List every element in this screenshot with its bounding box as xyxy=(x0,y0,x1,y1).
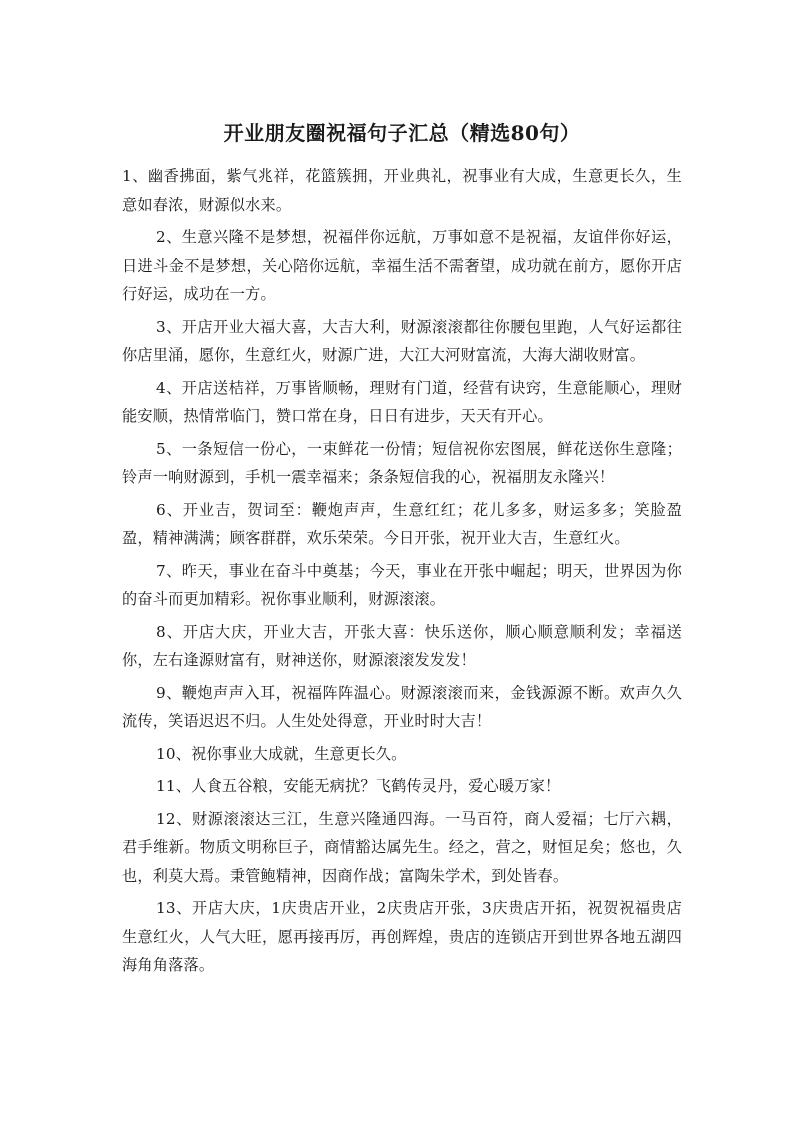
paragraph-8: 8、开店大庆，开业大吉，开张大喜：快乐送你，顺心顺意顺利发；幸福送你，左右逢源财富有，财神送你，财源滚滚发发发！ xyxy=(122,622,682,669)
paragraph-13: 13、开店大庆，1庆贵店开业，2庆贵店开张，3庆贵店开拓，祝贺祝福贵店生意红火，人气大旺，愿再接再厉，再创辉煌，贵店的连锁店开到世界各地五湖四海角角落落。 xyxy=(122,899,682,974)
paragraph-6: 6、开业吉，贺词至：鞭炮声声，生意红红；花儿多多，财运多多；笑脸盈盈，精神满满；顾客群群，欢乐荣荣。今日开张，祝开业大吉，生意红火。 xyxy=(122,500,682,547)
paragraph-2: 2、生意兴隆不是梦想，祝福伴你远航，万事如意不是祝福，友谊伴你好运，日进斗金不是梦想，关心陪你远航，幸福生活不需奢望，成功就在前方，愿你开店行好运，成功在一方。 xyxy=(122,228,682,303)
paragraph-5: 5、一条短信一份心，一束鲜花一份情；短信祝你宏图展，鲜花送你生意隆；铃声一响财源到，手机一震幸福来；条条短信我的心，祝福朋友永隆兴！ xyxy=(122,439,682,486)
paragraph-4: 4、开店送桔祥，万事皆顺畅，理财有门道，经营有诀窍，生意能顺心，理财能安顺，热情常临门，赞口常在身，日日有进步，天天有开心。 xyxy=(122,378,682,425)
paragraph-10: 10、祝你事业大成就，生意更长久。 xyxy=(156,744,407,763)
document-title: 开业朋友圈祝福句子汇总（精选80句） xyxy=(223,121,581,145)
paragraph-3: 3、开店开业大福大喜，大吉大利，财源滚滚都往你腰包里跑，人气好运都往你店里涌，愿你，生意红火，财源广进，大江大河财富流，大海大湖收财富。 xyxy=(122,317,682,364)
paragraph-11: 11、人食五谷粮，安能无病扰？飞鹤传灵丹，爱心暖万家！ xyxy=(156,777,561,795)
paragraph-7: 7、昨天，事业在奋斗中奠基；今天，事业在开张中崛起；明天，世界因为你的奋斗而更加精彩。祝你事业顺利，财源滚滚。 xyxy=(122,561,682,608)
paragraph-9: 9、鞭炮声声入耳，祝福阵阵温心。财源滚滚而来，金钱源源不断。欢声久久流传，笑语迟迟不归。人生处处得意，开业时时大吉！ xyxy=(122,683,682,730)
paragraph-12: 12、财源滚滚达三江，生意兴隆通四海。一马百符，商人爱福；七厅六耦，君手维新。物质文明称巨子，商情豁达属先生。经之，营之，财恒足矣；悠也，久也，利莫大焉。秉管鲍精神，因商作战；富陶朱学术，到处皆春。 xyxy=(122,809,682,885)
paragraph-1: 1、幽香拂面，紫气兆祥，花篮簇拥，开业典礼，祝事业有大成，生意更长久，生意如春浓，财源似水来。 xyxy=(122,167,682,214)
